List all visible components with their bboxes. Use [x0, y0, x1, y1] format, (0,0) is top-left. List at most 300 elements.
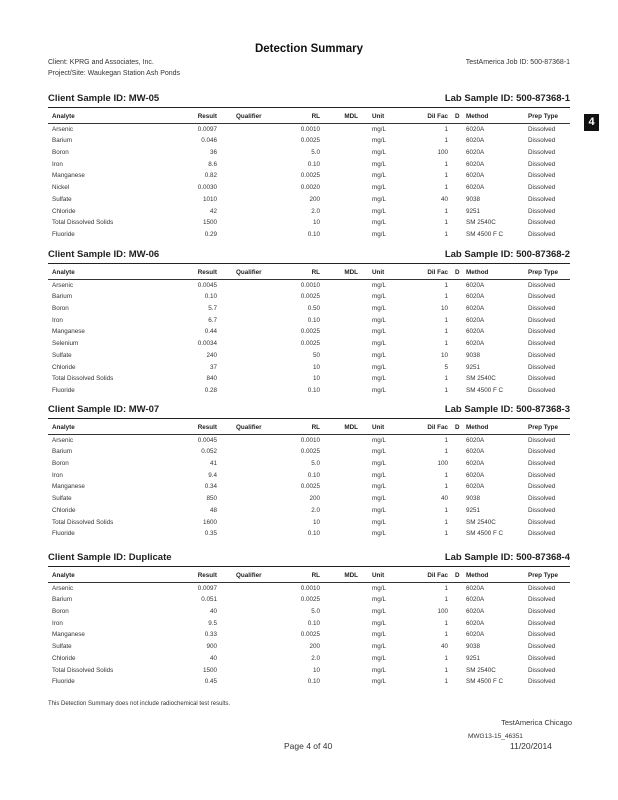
table-row: [48, 229, 570, 241]
cell-unit: mg/L: [372, 207, 386, 215]
cell-prep-type: Dissolved: [528, 137, 556, 145]
table-row: [48, 124, 570, 136]
cell-rl: 0.0010: [300, 281, 320, 289]
cell-prep-type: Dissolved: [528, 471, 556, 479]
table-header: [48, 422, 570, 435]
cell-rl: 0.50: [307, 305, 320, 313]
table-row: [48, 583, 570, 595]
lab-sample-id: Lab Sample ID: 500-87368-2: [444, 249, 570, 260]
cell-prep-type: Dissolved: [528, 619, 556, 627]
column-header-qualifier: Qualifier: [236, 269, 262, 276]
cell-method: SM 2540C: [466, 666, 496, 674]
cell-analyte: Barium: [52, 596, 72, 604]
cell-analyte: Boron: [52, 305, 69, 313]
cell-unit: mg/L: [372, 137, 386, 145]
page-number: Page 4 of 40: [284, 741, 333, 751]
cell-dil-fac: 1: [444, 328, 448, 336]
cell-rl: 0.0025: [300, 448, 320, 456]
cell-result: 0.0097: [197, 125, 217, 133]
cell-analyte: Boron: [52, 149, 69, 157]
cell-prep-type: Dissolved: [528, 184, 556, 192]
cell-method: 6020A: [466, 125, 485, 133]
job-id: TestAmerica Job ID: 500-87368-1: [465, 59, 570, 66]
cell-unit: mg/L: [372, 184, 386, 192]
column-header-method: Method: [466, 269, 489, 276]
cell-prep-type: Dissolved: [528, 584, 556, 592]
cell-analyte: Iron: [52, 471, 63, 479]
cell-method: 6020A: [466, 619, 485, 627]
client-sample-id: Client Sample ID: Duplicate: [48, 552, 172, 563]
cell-dil-fac: 1: [444, 596, 448, 604]
cell-method: 6020A: [466, 448, 485, 456]
client-sample-id: Client Sample ID: MW-05: [48, 93, 160, 104]
table-row: [48, 350, 570, 362]
cell-prep-type: Dissolved: [528, 351, 556, 359]
cell-dil-fac: 1: [444, 506, 448, 514]
cell-prep-type: Dissolved: [528, 195, 556, 203]
cell-method: SM 4500 F C: [466, 678, 504, 686]
table-header: [48, 267, 570, 280]
cell-method: 9251: [466, 506, 481, 514]
cell-unit: mg/L: [372, 375, 386, 383]
cell-analyte: Chloride: [52, 654, 76, 662]
cell-dil-fac: 1: [444, 184, 448, 192]
cell-rl: 0.10: [307, 230, 320, 238]
cell-unit: mg/L: [372, 530, 386, 538]
cell-method: 9251: [466, 207, 481, 215]
cell-method: SM 4500 F C: [466, 530, 504, 538]
table-row: [48, 291, 570, 303]
cell-analyte: Sulfate: [52, 643, 72, 651]
cell-method: 6020A: [466, 328, 485, 336]
table-row: [48, 217, 570, 229]
cell-analyte: Nickel: [52, 184, 70, 192]
sample-header: [48, 552, 570, 567]
cell-rl: 0.0025: [300, 631, 320, 639]
cell-rl: 0.10: [307, 471, 320, 479]
cell-analyte: Total Dissolved Solids: [52, 518, 114, 526]
column-header-dil-fac: Dil Fac: [427, 269, 448, 276]
cell-unit: mg/L: [372, 386, 386, 394]
table-row: [48, 594, 570, 606]
cell-method: 6020A: [466, 316, 485, 324]
cell-unit: mg/L: [372, 340, 386, 348]
cell-prep-type: Dissolved: [528, 160, 556, 168]
column-header-rl: RL: [311, 424, 320, 431]
cell-method: 6020A: [466, 184, 485, 192]
cell-analyte: Arsenic: [52, 125, 73, 133]
cell-unit: mg/L: [372, 328, 386, 336]
cell-dil-fac: 1: [444, 631, 448, 639]
table-row: [48, 653, 570, 665]
cell-method: 6020A: [466, 149, 485, 157]
page-title: Detection Summary: [254, 43, 363, 55]
cell-analyte: Chloride: [52, 363, 76, 371]
cell-unit: mg/L: [372, 219, 386, 227]
cell-dil-fac: 1: [444, 281, 448, 289]
column-header-dil-fac: Dil Fac: [427, 572, 448, 579]
cell-rl: 0.0025: [300, 137, 320, 145]
cell-dil-fac: 1: [444, 386, 448, 394]
cell-method: 6020A: [466, 631, 485, 639]
cell-prep-type: Dissolved: [528, 448, 556, 456]
footer-lab: TestAmerica Chicago: [501, 718, 572, 727]
table-row: [48, 505, 570, 517]
cell-prep-type: Dissolved: [528, 125, 556, 133]
cell-prep-type: Dissolved: [528, 483, 556, 491]
cell-prep-type: Dissolved: [528, 495, 556, 503]
cell-analyte: Barium: [52, 293, 72, 301]
cell-unit: mg/L: [372, 518, 386, 526]
column-header-d: D: [455, 269, 460, 276]
cell-dil-fac: 40: [440, 195, 448, 203]
cell-analyte: Manganese: [52, 328, 85, 336]
column-header-unit: Unit: [372, 424, 385, 431]
cell-unit: mg/L: [372, 596, 386, 604]
cell-unit: mg/L: [372, 666, 386, 674]
cell-prep-type: Dissolved: [528, 305, 556, 313]
cell-result: 0.45: [204, 678, 217, 686]
cell-rl: 10: [312, 518, 320, 526]
cell-prep-type: Dissolved: [528, 506, 556, 514]
cell-unit: mg/L: [372, 281, 386, 289]
cell-analyte: Manganese: [52, 631, 85, 639]
cell-analyte: Arsenic: [52, 281, 73, 289]
cell-prep-type: Dissolved: [528, 436, 556, 444]
cell-analyte: Manganese: [52, 483, 85, 491]
cell-analyte: Boron: [52, 460, 69, 468]
cell-prep-type: Dissolved: [528, 643, 556, 651]
cell-method: 9251: [466, 363, 481, 371]
cell-dil-fac: 1: [444, 436, 448, 444]
cell-unit: mg/L: [372, 293, 386, 301]
lab-sample-id: Lab Sample ID: 500-87368-1: [444, 93, 570, 104]
cell-rl: 0.0010: [300, 436, 320, 444]
footer-doc-code: MWG13-15_46351: [468, 733, 523, 740]
cell-prep-type: Dissolved: [528, 316, 556, 324]
cell-dil-fac: 1: [444, 619, 448, 627]
cell-unit: mg/L: [372, 506, 386, 514]
cell-result: 0.051: [201, 596, 217, 604]
cell-unit: mg/L: [372, 195, 386, 203]
cell-dil-fac: 1: [444, 172, 448, 180]
cell-method: 6020A: [466, 305, 485, 313]
cell-method: 6020A: [466, 137, 485, 145]
table-row: [48, 182, 570, 194]
table-row: [48, 385, 570, 397]
table-row: [48, 170, 570, 182]
cell-method: 9038: [466, 351, 481, 359]
table-header: [48, 570, 570, 583]
table-row: [48, 303, 570, 315]
column-header-rl: RL: [311, 113, 320, 120]
column-header-rl: RL: [311, 572, 320, 579]
table-row: [48, 373, 570, 385]
cell-unit: mg/L: [372, 678, 386, 686]
cell-result: 0.34: [204, 483, 217, 491]
cell-analyte: Sulfate: [52, 351, 72, 359]
cell-dil-fac: 100: [437, 608, 448, 616]
cell-prep-type: Dissolved: [528, 293, 556, 301]
cell-rl: 0.10: [307, 316, 320, 324]
cell-unit: mg/L: [372, 230, 386, 238]
cell-result: 840: [206, 375, 217, 383]
cell-dil-fac: 1: [444, 125, 448, 133]
cell-prep-type: Dissolved: [528, 460, 556, 468]
cell-analyte: Iron: [52, 619, 63, 627]
column-header-qualifier: Qualifier: [236, 572, 262, 579]
cell-result: 0.0034: [197, 340, 217, 348]
sample-section: [48, 93, 570, 241]
table-row: [48, 435, 570, 447]
cell-unit: mg/L: [372, 584, 386, 592]
cell-unit: mg/L: [372, 619, 386, 627]
column-header-result: Result: [197, 424, 217, 431]
cell-method: SM 2540C: [466, 219, 496, 227]
table-row: [48, 338, 570, 350]
column-header-mdl: MDL: [344, 572, 358, 579]
footer-date: 11/20/2014: [510, 741, 552, 751]
cell-result: 240: [206, 351, 217, 359]
cell-prep-type: Dissolved: [528, 596, 556, 604]
cell-rl: 10: [312, 375, 320, 383]
cell-analyte: Chloride: [52, 207, 76, 215]
cell-method: 6020A: [466, 436, 485, 444]
cell-analyte: Boron: [52, 608, 69, 616]
table-row: [48, 206, 570, 218]
cell-rl: 0.0010: [300, 125, 320, 133]
table-row: [48, 481, 570, 493]
cell-analyte: Manganese: [52, 172, 85, 180]
cell-analyte: Iron: [52, 316, 63, 324]
client-sample-id: Client Sample ID: MW-07: [48, 404, 160, 415]
cell-dil-fac: 1: [444, 530, 448, 538]
cell-prep-type: Dissolved: [528, 207, 556, 215]
cell-dil-fac: 1: [444, 316, 448, 324]
cell-result: 850: [206, 495, 217, 503]
cell-prep-type: Dissolved: [528, 281, 556, 289]
cell-rl: 0.0025: [300, 596, 320, 604]
cell-rl: 10: [312, 363, 320, 371]
table-row: [48, 470, 570, 482]
column-header-prep-type: Prep Type: [528, 113, 558, 120]
cell-prep-type: Dissolved: [528, 654, 556, 662]
cell-method: 6020A: [466, 293, 485, 301]
cell-rl: 10: [312, 219, 320, 227]
cell-prep-type: Dissolved: [528, 230, 556, 238]
cell-dil-fac: 1: [444, 340, 448, 348]
cell-result: 1500: [202, 219, 217, 227]
cell-method: 6020A: [466, 340, 485, 348]
cell-unit: mg/L: [372, 483, 386, 491]
column-header-result: Result: [197, 113, 217, 120]
cell-method: SM 4500 F C: [466, 230, 504, 238]
cell-rl: 10: [312, 666, 320, 674]
cell-prep-type: Dissolved: [528, 328, 556, 336]
table-row: [48, 362, 570, 374]
cell-method: 9038: [466, 495, 481, 503]
cell-unit: mg/L: [372, 631, 386, 639]
cell-method: 6020A: [466, 172, 485, 180]
client-sample-id: Client Sample ID: MW-06: [48, 249, 160, 260]
cell-dil-fac: 1: [444, 230, 448, 238]
cell-dil-fac: 1: [444, 207, 448, 215]
cell-prep-type: Dissolved: [528, 340, 556, 348]
cell-method: SM 2540C: [466, 518, 496, 526]
cell-prep-type: Dissolved: [528, 666, 556, 674]
cell-dil-fac: 1: [444, 678, 448, 686]
cell-prep-type: Dissolved: [528, 386, 556, 394]
cell-result: 1600: [202, 518, 217, 526]
cell-dil-fac: 1: [444, 483, 448, 491]
cell-method: 6020A: [466, 483, 485, 491]
cell-unit: mg/L: [372, 172, 386, 180]
cell-dil-fac: 10: [440, 305, 448, 313]
cell-rl: 2.0: [311, 207, 320, 215]
cell-prep-type: Dissolved: [528, 678, 556, 686]
column-header-method: Method: [466, 572, 489, 579]
footer-note: This Detection Summary does not include radiochemical test results.: [48, 701, 231, 707]
cell-method: 6020A: [466, 471, 485, 479]
cell-rl: 0.0025: [300, 293, 320, 301]
cell-result: 40: [209, 608, 217, 616]
cell-result: 0.052: [201, 448, 217, 456]
column-header-unit: Unit: [372, 269, 385, 276]
cell-method: 6020A: [466, 160, 485, 168]
cell-method: 6020A: [466, 281, 485, 289]
cell-analyte: Sulfate: [52, 495, 72, 503]
cell-analyte: Fluoride: [52, 230, 75, 238]
cell-rl: 5.0: [311, 149, 320, 157]
cell-unit: mg/L: [372, 460, 386, 468]
cell-result: 0.33: [204, 631, 217, 639]
cell-prep-type: Dissolved: [528, 363, 556, 371]
cell-unit: mg/L: [372, 495, 386, 503]
cell-unit: mg/L: [372, 160, 386, 168]
table-row: [48, 493, 570, 505]
cell-result: 42: [209, 207, 217, 215]
cell-analyte: Chloride: [52, 506, 76, 514]
cell-result: 0.35: [204, 530, 217, 538]
cell-unit: mg/L: [372, 125, 386, 133]
cell-result: 0.29: [204, 230, 217, 238]
cell-rl: 0.0020: [300, 184, 320, 192]
cell-method: 6020A: [466, 596, 485, 604]
section-tab: 4: [584, 114, 599, 131]
cell-result: 37: [209, 363, 217, 371]
cell-result: 9.5: [208, 619, 217, 627]
cell-rl: 0.10: [307, 386, 320, 394]
cell-dil-fac: 1: [444, 293, 448, 301]
cell-rl: 5.0: [311, 608, 320, 616]
column-header-mdl: MDL: [344, 424, 358, 431]
column-header-analyte: Analyte: [52, 269, 75, 276]
column-header-rl: RL: [311, 269, 320, 276]
cell-method: 9038: [466, 195, 481, 203]
sample-header: [48, 93, 570, 108]
cell-result: 0.82: [204, 172, 217, 180]
cell-rl: 50: [312, 351, 320, 359]
cell-dil-fac: 1: [444, 584, 448, 592]
cell-rl: 0.0025: [300, 172, 320, 180]
lab-sample-id: Lab Sample ID: 500-87368-4: [444, 552, 570, 563]
cell-result: 900: [206, 643, 217, 651]
table-row: [48, 517, 570, 529]
column-header-qualifier: Qualifier: [236, 113, 262, 120]
cell-unit: mg/L: [372, 448, 386, 456]
cell-unit: mg/L: [372, 471, 386, 479]
cell-analyte: Barium: [52, 137, 72, 145]
cell-unit: mg/L: [372, 305, 386, 313]
table-row: [48, 641, 570, 653]
cell-method: 9038: [466, 643, 481, 651]
cell-rl: 0.0025: [300, 340, 320, 348]
cell-prep-type: Dissolved: [528, 375, 556, 383]
column-header-prep-type: Prep Type: [528, 424, 558, 431]
cell-result: 0.0045: [197, 436, 217, 444]
cell-analyte: Fluoride: [52, 678, 75, 686]
cell-dil-fac: 1: [444, 654, 448, 662]
cell-prep-type: Dissolved: [528, 149, 556, 157]
column-header-prep-type: Prep Type: [528, 572, 558, 579]
project-site: Project/Site: Waukegan Station Ash Ponds: [48, 70, 181, 77]
column-header-d: D: [455, 113, 460, 120]
cell-result: 0.046: [201, 137, 217, 145]
table-row: [48, 618, 570, 630]
cell-unit: mg/L: [372, 316, 386, 324]
cell-dil-fac: 1: [444, 219, 448, 227]
cell-result: 1010: [202, 195, 217, 203]
table-row: [48, 159, 570, 171]
cell-unit: mg/L: [372, 643, 386, 651]
cell-result: 0.44: [204, 328, 217, 336]
column-header-method: Method: [466, 113, 489, 120]
cell-analyte: Arsenic: [52, 584, 73, 592]
cell-rl: 0.10: [307, 530, 320, 538]
cell-rl: 0.10: [307, 678, 320, 686]
column-header-dil-fac: Dil Fac: [427, 113, 448, 120]
table-row: [48, 446, 570, 458]
cell-prep-type: Dissolved: [528, 631, 556, 639]
lab-sample-id: Lab Sample ID: 500-87368-3: [444, 404, 570, 415]
table-row: [48, 135, 570, 147]
sample-header: [48, 404, 570, 419]
cell-result: 41: [209, 460, 217, 468]
cell-result: 8.6: [208, 160, 217, 168]
cell-rl: 0.0025: [300, 328, 320, 336]
cell-prep-type: Dissolved: [528, 608, 556, 616]
cell-result: 0.10: [204, 293, 217, 301]
sample-section: [48, 249, 570, 397]
cell-rl: 2.0: [311, 506, 320, 514]
cell-method: 6020A: [466, 460, 485, 468]
column-header-analyte: Analyte: [52, 572, 75, 579]
table-row: [48, 629, 570, 641]
column-header-method: Method: [466, 424, 489, 431]
cell-analyte: Fluoride: [52, 530, 75, 538]
column-header-result: Result: [197, 269, 217, 276]
cell-result: 0.0045: [197, 281, 217, 289]
cell-analyte: Barium: [52, 448, 72, 456]
table-row: [48, 315, 570, 327]
cell-result: 0.0030: [197, 184, 217, 192]
cell-result: 5.7: [208, 305, 217, 313]
cell-rl: 2.0: [311, 654, 320, 662]
cell-analyte: Fluoride: [52, 386, 75, 394]
column-header-mdl: MDL: [344, 269, 358, 276]
cell-unit: mg/L: [372, 351, 386, 359]
cell-dil-fac: 100: [437, 149, 448, 157]
